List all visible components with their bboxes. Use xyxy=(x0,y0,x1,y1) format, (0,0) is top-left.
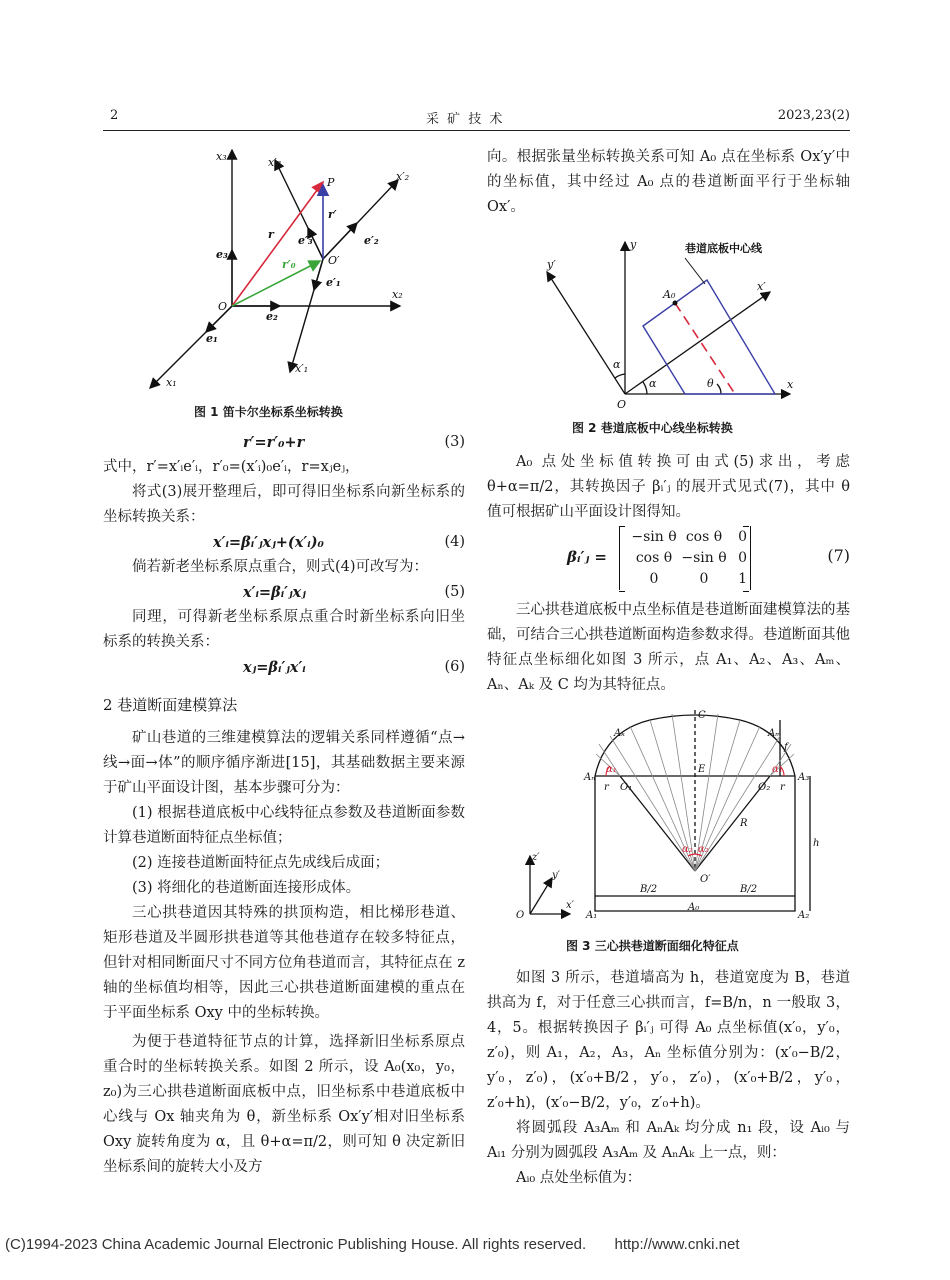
fig1-label-r: r xyxy=(268,228,274,241)
right-paragraph-3: 三心拱巷道底板中点坐标值是巷道断面建模算法的基础，可结合三心拱巷道断面构造参数求得。巷道断面其他特征点坐标细化如图 3 所示，点 A₁、A₂、A₃、Aₘ、Aₙ、Aₖ 及 C 均为其特征点。 xyxy=(487,602,850,693)
fig1-label-e1: e₁ xyxy=(206,332,218,345)
paragraph: 矿山巷道的三维建模算法的逻辑关系同样遵循“点→线→面→体”的顺序循序渐进[15]，其基础数据主要来源于矿山平面设计图，基本步骤可分为： xyxy=(103,730,465,796)
fig3-label-a2: α₁ xyxy=(772,764,783,775)
section-heading: 2 巷道断面建模算法 xyxy=(103,696,238,714)
equation-6: xⱼ=βᵢ′ⱼx′ᵢ (6) xyxy=(243,659,465,676)
fig3-label-yp: y′ xyxy=(552,870,560,881)
fig3-label-R: R xyxy=(740,818,748,829)
fig3-label-Ak: Aₖ xyxy=(614,728,625,739)
fig2-label-alpha2: α xyxy=(649,377,657,390)
copyright-footer: (C)1994-2023 China Academic Journal Electronic Publishing House. All rights reserved. http://www.cnki.net xyxy=(5,1236,740,1253)
equation-5: x′ᵢ=βᵢ′ⱼxⱼ (5) xyxy=(243,584,465,601)
cnki-link[interactable]: http://www.cnki.net xyxy=(614,1236,740,1253)
fig3-label-xp: x′ xyxy=(566,900,574,911)
fig2-title-label: 巷道底板中心线 xyxy=(685,242,762,255)
fig3-label-C: C xyxy=(698,710,706,721)
paragraph: 将式(3)展开整理后，即可得旧坐标系向新坐标系的坐标转换关系： xyxy=(103,484,465,525)
fig2-label-alpha1: α xyxy=(613,358,621,371)
fig3-label-f: f xyxy=(784,742,788,753)
fig3-label-A1: A₁ xyxy=(586,910,598,921)
fig1-label-e3p: e′₃ xyxy=(298,234,313,247)
fig3-label-zp: z′ xyxy=(532,852,540,863)
step-1: (1) 根据巷道底板中心线特征点参数及巷道断面参数计算巷道断面特征点坐标值； xyxy=(103,805,465,846)
fig3-label-A0: A₀ xyxy=(688,902,700,913)
figure-3-diagram xyxy=(510,706,830,926)
right-paragraph-1: 向。根据张量坐标转换关系可知 A₀ 点在坐标系 Ox′y′中的坐标值，其中经过 A₀ 点的巷道断面平行于坐标轴 Ox′。 xyxy=(487,149,850,215)
matrix: −sin θ cos θ 0 cos θ −sin θ 0 0 0 1 xyxy=(631,529,747,587)
figure-1-caption: 图 1 笛卡尔坐标系坐标转换 xyxy=(194,405,343,419)
step-3: (3) 将细化的巷道断面连接形成体。 xyxy=(132,880,361,896)
fig2-label-xp: x′ xyxy=(757,280,766,293)
fig2-label-x: x xyxy=(787,378,794,391)
fig3-label-h: h xyxy=(813,838,820,849)
fig1-label-x1p: x′₁ xyxy=(295,362,309,375)
equation-3: r′=r′₀+r (3) xyxy=(243,434,465,451)
fig1-label-e1p: e′₁ xyxy=(326,276,341,289)
figure-3-caption: 图 3 三心拱巷道断面细化特征点 xyxy=(566,939,739,953)
fig3-label-O: O xyxy=(516,910,525,921)
fig1-label-rp: r′ xyxy=(328,208,337,221)
fig3-label-r1: r xyxy=(604,782,609,793)
fig1-label-e2: e₂ xyxy=(266,310,278,323)
fig3-label-B2: B/2 xyxy=(740,884,758,895)
fig3-label-A3: A₃ xyxy=(798,772,810,783)
equation-4: x′ᵢ=βᵢ′ⱼxⱼ+(x′ᵢ)₀ (4) xyxy=(213,534,465,551)
paragraph: 倘若新老坐标系原点重合，则式(4)可改写为： xyxy=(132,559,429,575)
fig3-label-B1: B/2 xyxy=(640,884,658,895)
fig3-label-O2: O₂ xyxy=(758,782,771,793)
fig3-label-E: E xyxy=(698,764,706,775)
fig1-label-x2: x₂ xyxy=(392,288,403,301)
fig3-label-a4: α₂ xyxy=(698,844,709,855)
paragraph: 将圆弧段 A₃Aₘ 和 AₙAₖ 均分成 n₁ 段，设 Aᵢ₀ 与 Aᵢ₁ 分别为圆弧段 A₃Aₘ 及 AₙAₖ 上一点，则： xyxy=(487,1120,850,1161)
left-column-body xyxy=(103,726,465,1180)
equation-7: βᵢ′ⱼ = −sin θ cos θ 0 cos θ −sin θ 0 0 0 1 (7) xyxy=(487,526,850,590)
paragraph: 同理，可得新老坐标系原点重合时新坐标系向旧坐标系的转换关系： xyxy=(103,609,465,650)
issue-info: 2023,23(2) xyxy=(777,108,850,123)
fig1-label-x3: x₃ xyxy=(216,150,227,163)
fig3-label-Op: O′ xyxy=(700,874,711,885)
fig1-label-e3: e₃ xyxy=(216,248,228,261)
step-2: (2) 连接巷道断面特征点先成线后成面； xyxy=(132,855,390,871)
fig3-label-A2: A₂ xyxy=(798,910,810,921)
right-column-body xyxy=(487,966,850,1191)
fig3-label-O1: O₁ xyxy=(620,782,633,793)
fig1-label-Op: O′ xyxy=(328,254,340,267)
paragraph: 如图 3 所示，巷道墙高为 h，巷道宽度为 B，巷道拱高为 f，对于任意三心拱而言，f=B/n，n 一般取 3，4，5。根据转换因子 βᵢ′ⱼ 可得 A₀ 点坐标值(x′₀，y′₀，z′₀)，则 A₁，A₂，A₃，Aₙ 坐标值分别为：(x′₀−B/2，y′₀，z′₀)，(x′₀+B/2，y′₀，z′₀)，(x′₀+B/2，y′₀，z′₀+h)，(x′₀−B/2，y′₀，z′₀+h)。 xyxy=(487,970,850,1111)
where-clause: 式中，r′=x′ᵢe′ᵢ，r′₀=(x′ᵢ)₀e′ᵢ，r=xⱼeⱼ， xyxy=(103,459,360,475)
fig2-label-O: O xyxy=(617,398,627,411)
figure-1-diagram xyxy=(140,140,440,400)
fig2-label-yp: y′ xyxy=(547,258,556,271)
fig1-label-O: O xyxy=(218,300,228,313)
paragraph: 三心拱巷道因其特殊的拱顶构造，相比梯形巷道、矩形巷道及半圆形拱巷道等其他巷道存在较多特征点，但针对相同断面尺寸不同方位角巷道而言，其特征点在 z 轴的坐标值均相等，因此三心拱巷道断面建模的重点在于平面坐标系 Oxy 中的坐标转换。 xyxy=(103,905,465,1021)
header-rule xyxy=(103,130,850,131)
fig3-label-An: Aₙ xyxy=(584,772,596,783)
fig3-label-r2: r xyxy=(780,782,785,793)
fig2-label-y: y xyxy=(630,238,637,251)
fig1-label-e2p: e′₂ xyxy=(364,234,379,247)
figure-2-caption: 图 2 巷道底板中心线坐标转换 xyxy=(572,421,733,435)
fig3-label-a3: α₂ xyxy=(682,844,693,855)
fig1-label-x2p: x′₂ xyxy=(396,170,410,183)
fig2-label-theta: θ xyxy=(707,377,714,390)
fig1-label-x3p: x′₃ xyxy=(268,156,282,169)
fig2-label-A0: A₀ xyxy=(663,288,676,301)
left-column xyxy=(103,430,465,680)
paragraph: Aᵢ₀ 点处坐标值为： xyxy=(516,1170,642,1186)
fig1-label-x1: x₁ xyxy=(166,376,177,389)
journal-name: 采 矿 技 术 xyxy=(426,112,505,127)
fig1-label-r0: r′₀ xyxy=(282,258,296,271)
figure-2-diagram xyxy=(525,232,805,412)
fig3-label-Am: Aₘ xyxy=(768,728,782,739)
right-paragraph-2: A₀ 点处坐标值转换可由式(5)求出，考虑 θ+α=π/2，其转换因子 βᵢ′ⱼ 的展开式见式(7)，其中 θ 值可根据矿山平面设计图得知。 xyxy=(487,454,850,520)
paragraph: 为便于巷道特征节点的计算，选择新旧坐标系原点重合时的坐标转换关系。如图 2 所示，设 A₀(x₀，y₀，z₀)为三心拱巷道断面底板中点，旧坐标系中巷道底板中心线与 Ox 轴夹角为 θ，新坐标系 Ox′y′相对旧坐标系 Oxy 旋转角度为 α，且 θ+α=π/2，则可知 θ 决定新旧坐标系间的旋转大小及方 xyxy=(103,1034,465,1175)
page-number: 2 xyxy=(110,108,119,123)
fig3-label-a1: α₁ xyxy=(606,764,617,775)
fig1-label-P: P xyxy=(327,176,335,189)
